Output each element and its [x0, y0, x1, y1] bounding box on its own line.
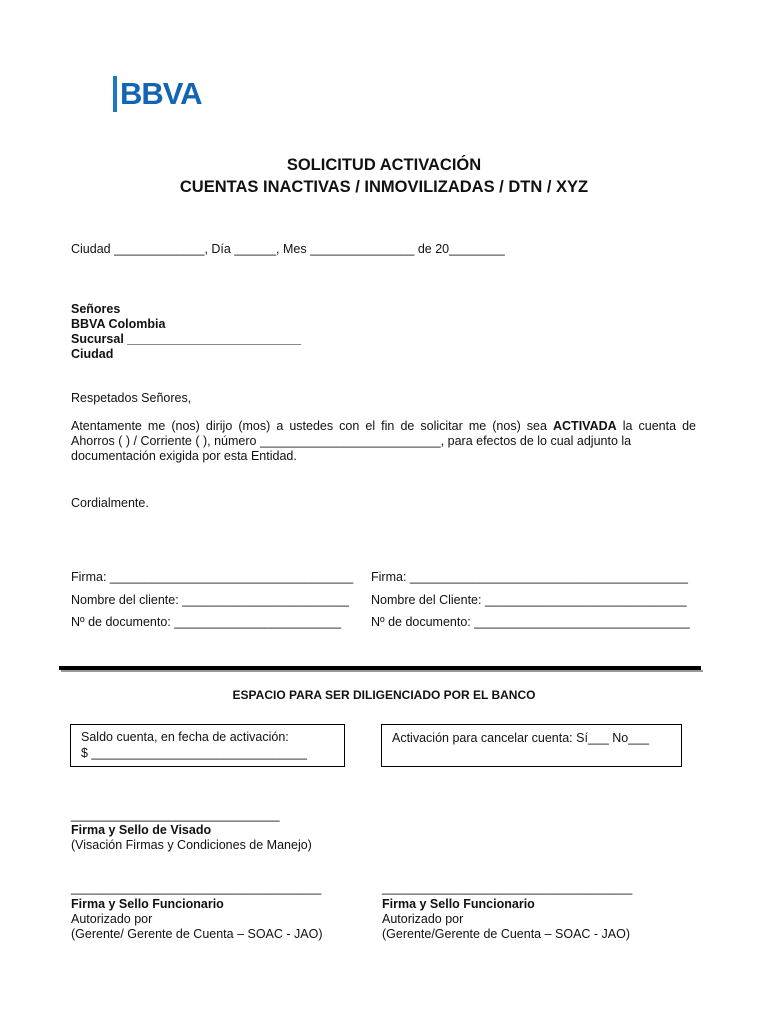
request-text-part1: Atentamente me (nos) dirijo (mos) a ustedes con el fin de solicitar me (nos) sea — [71, 419, 553, 433]
bank-section-title: ESPACIO PARA SER DILIGENCIADO POR EL BANCO — [232, 688, 536, 702]
saldo-value: $ _______________________________ — [81, 746, 307, 760]
address-sucursal: Sucursal _________________________ — [71, 332, 302, 346]
greeting: Respetados Señores, — [71, 391, 192, 405]
signature-right-documento: Nº de documento: _______________________________ — [371, 615, 690, 629]
signature-left-documento: Nº de documento: ________________________ — [71, 615, 342, 629]
logo-text: BBVA — [120, 76, 202, 111]
request-text-part2: la cuenta de Ahorros ( ) / Corriente ( ), número __________________________, para efectos de lo cual adjunto la — [71, 419, 696, 448]
funcionario-right-sub1: Autorizado por — [382, 912, 464, 926]
funcionario-right-title: Firma y Sello Funcionario — [382, 897, 535, 911]
funcionario-left-line: ____________________________________ — [71, 881, 322, 895]
funcionario-right-sub2: (Gerente/Gerente de Cuenta – SOAC - JAO) — [382, 927, 631, 941]
signature-left-firma: Firma: ___________________________________ — [71, 570, 354, 584]
date-line: Ciudad _____________, Día ______, Mes _______________ de 20________ — [71, 242, 505, 256]
document-title: SOLICITUD ACTIVACIÓN — [286, 156, 482, 174]
cancel-box — [381, 724, 682, 767]
request-emphasis: ACTIVADA — [553, 419, 617, 433]
request-paragraph — [71, 419, 696, 464]
visado-title: Firma y Sello de Visado — [71, 823, 212, 837]
logo-bar-mark — [113, 76, 117, 112]
request-text-part3: documentación exigida por esta Entidad. — [71, 449, 297, 463]
saldo-label: Saldo cuenta, en fecha de activación: — [81, 730, 289, 744]
address-bank: BBVA Colombia — [71, 317, 166, 331]
saldo-box — [70, 724, 345, 767]
visado-line: ______________________________ — [71, 808, 280, 822]
bbva-logo — [113, 76, 202, 112]
funcionario-right-line: ____________________________________ — [382, 881, 633, 895]
address-senores: Señores — [71, 302, 121, 316]
section-divider — [59, 666, 701, 670]
signature-right-nombre: Nombre del Cliente: _____________________________ — [371, 593, 687, 607]
closing: Cordialmente. — [71, 496, 149, 510]
divider-shadow — [61, 670, 703, 672]
signature-right-firma: Firma: ________________________________________ — [371, 570, 688, 584]
cancel-label: Activación para cancelar cuenta: Sí___ No___ — [392, 731, 650, 745]
funcionario-left-sub1: Autorizado por — [71, 912, 153, 926]
funcionario-left-title: Firma y Sello Funcionario — [71, 897, 224, 911]
funcionario-left-sub2: (Gerente/ Gerente de Cuenta – SOAC - JAO) — [71, 927, 323, 941]
signature-left-nombre: Nombre del cliente: ________________________ — [71, 593, 350, 607]
document-subtitle: CUENTAS INACTIVAS / INMOVILIZADAS / DTN / XYZ — [179, 178, 589, 196]
visado-subtitle: (Visación Firmas y Condiciones de Manejo) — [71, 838, 312, 852]
address-ciudad: Ciudad — [71, 347, 114, 361]
